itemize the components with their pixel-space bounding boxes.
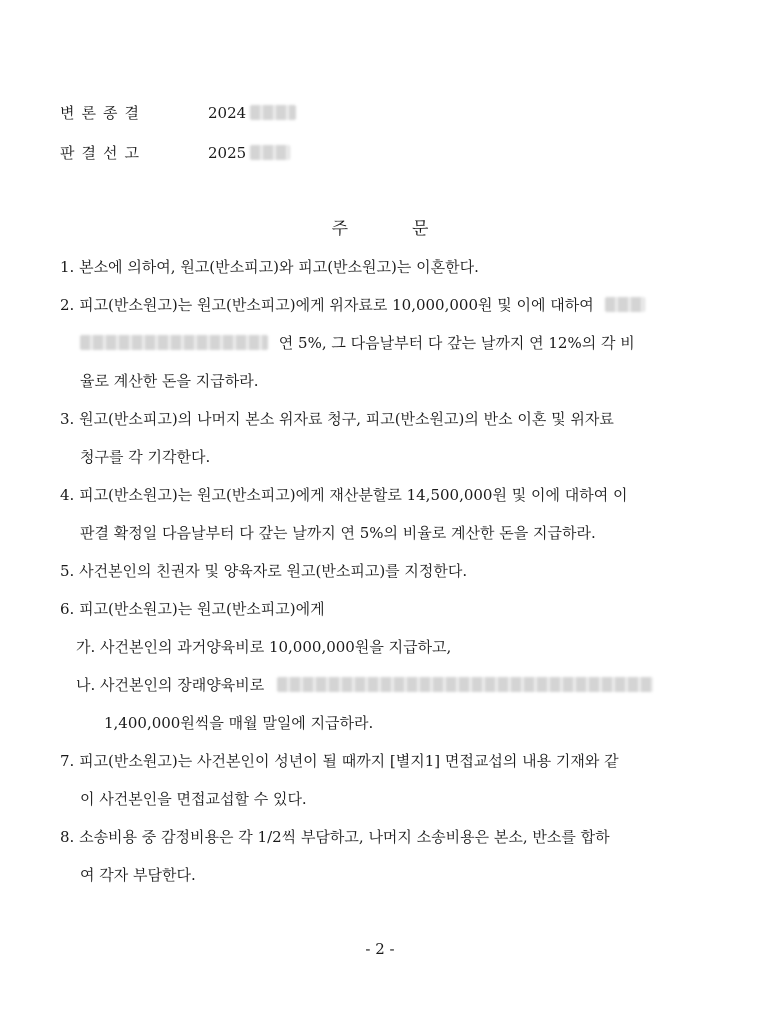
item-4-line-2: 판결 확정일 다음날부터 다 갚는 날까지 연 5%의 비율로 계산한 돈을 지급하라. [80, 524, 596, 542]
item-6: 6. 피고(반소원고)는 원고(반소피고)에게 [60, 600, 325, 618]
item-2-text: 2. 피고(반소원고)는 원고(반소피고)에게 위자료로 10,000,000원 및 이에 대하여 [60, 296, 594, 314]
redacted-date [250, 145, 290, 160]
item-5: 5. 사건본인의 친권자 및 양육자로 원고(반소피고)를 지정한다. [60, 562, 468, 580]
item-8-line-1: 8. 소송비용 중 감정비용은 각 1/2씩 부담하고, 나머지 소송비용은 본소, 반소를 합하 [60, 828, 610, 846]
item-6-a: 가. 사건본인의 과거양육비로 10,000,000원을 지급하고, [76, 638, 452, 656]
redacted-date [250, 105, 296, 120]
sentence-value: 2025 [208, 143, 247, 162]
item-3-line-1: 3. 원고(반소피고)의 나머지 본소 위자료 청구, 피고(반소원고)의 반소 이혼 및 위자료 [60, 410, 614, 428]
item-7-line-2: 이 사건본인을 면접교섭할 수 있다. [80, 790, 307, 808]
section-title [0, 214, 760, 239]
item-6-b-text: 나. 사건본인의 장래양육비로 [76, 676, 265, 694]
item-2-line-1 [60, 294, 645, 315]
item-4-line-1: 4. 피고(반소원고)는 원고(반소피고)에게 재산분할로 14,500,000원 및 이에 대하여 이 [60, 486, 628, 504]
closing-date-row [60, 102, 296, 123]
sentence-label: 판결선고 [60, 144, 146, 162]
item-2-line-2 [80, 332, 635, 353]
redacted-text [80, 335, 268, 350]
closing-label: 변론종결 [60, 104, 146, 122]
item-7-line-1: 7. 피고(반소원고)는 사건본인이 성년이 될 때까지 [별지1] 면접교섭의 내용 기재와 같 [60, 752, 619, 770]
item-6-b [76, 674, 653, 695]
page-number: - 2 - [365, 940, 395, 958]
item-2-line-3: 율로 계산한 돈을 지급하라. [80, 372, 259, 390]
sentence-date-row [60, 142, 290, 163]
item-3-line-2: 청구를 각 기각한다. [80, 448, 211, 466]
item-8-line-2: 여 각자 부담한다. [80, 866, 196, 884]
title-right: 문 [412, 219, 429, 239]
redacted-text [605, 297, 645, 312]
item-6-b-2: 1,400,000원씩을 매월 말일에 지급하라. [104, 714, 374, 732]
redacted-text [277, 677, 653, 692]
closing-value: 2024 [208, 103, 247, 122]
item-1: 1. 본소에 의하여, 원고(반소피고)와 피고(반소원고)는 이혼한다. [60, 258, 479, 276]
item-2-text: 연 5%, 그 다음날부터 다 갚는 날까지 연 12%의 각 비 [278, 334, 635, 352]
title-left: 주 [331, 219, 348, 239]
